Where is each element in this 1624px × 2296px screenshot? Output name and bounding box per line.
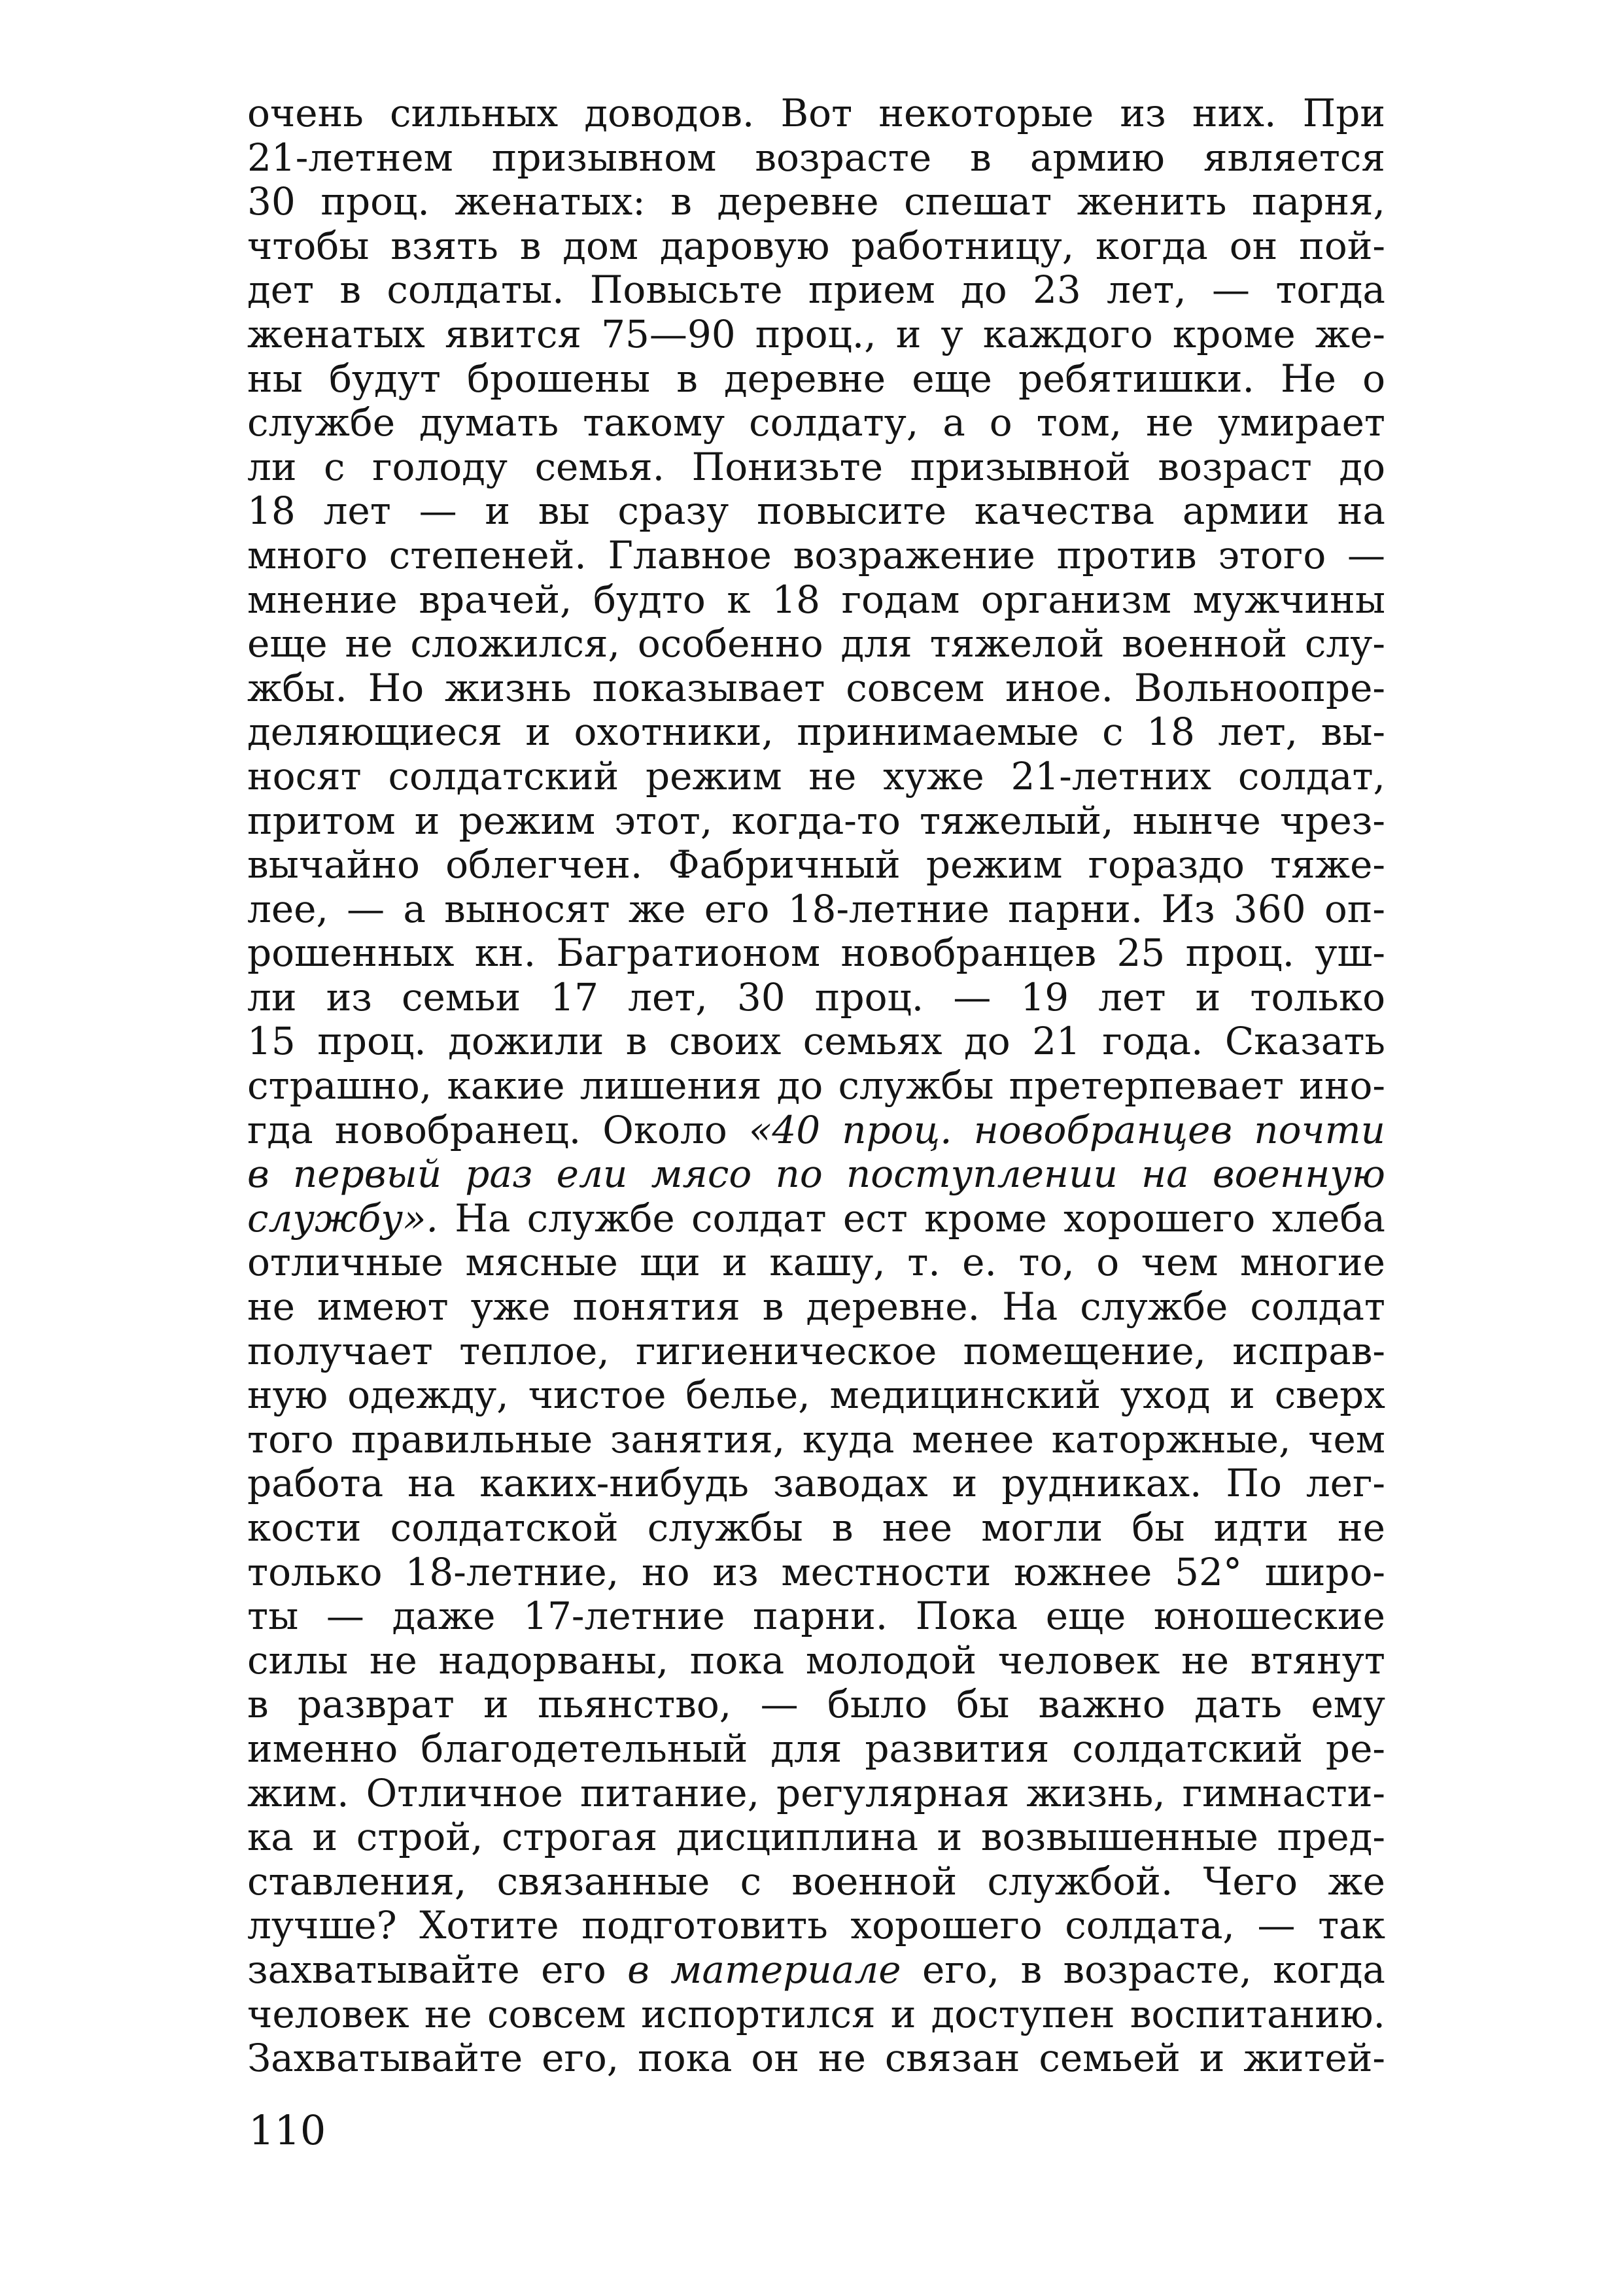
text-segment: ли из семьи 17 лет, 30 проц. — 19 лет и только bbox=[247, 974, 1385, 1019]
text-line bbox=[247, 976, 1385, 1020]
text-segment: работа на каких-нибудь заводах и рудниках. По лег- bbox=[247, 1461, 1385, 1506]
text-line bbox=[247, 1860, 1385, 1904]
text-segment: ную одежду, чистое белье, медицинский уход и сверх bbox=[247, 1373, 1385, 1418]
text-segment: 15 проц. дожили в своих семьях до 21 года. Сказать bbox=[247, 1019, 1385, 1064]
text-segment: ли с голоду семья. Понизьте призывной возраст до bbox=[247, 444, 1385, 489]
italic-text-segment: службу». bbox=[247, 1195, 438, 1241]
text-line bbox=[247, 1108, 1385, 1153]
text-segment: лее, — а выносят же его 18-летние парни. Из 360 оп- bbox=[247, 886, 1385, 931]
italic-text-segment: в первый раз ели мясо по поступлении на военную bbox=[247, 1152, 1385, 1197]
text-segment: жим. Отличное питание, регулярная жизнь, гимнасти- bbox=[247, 1770, 1385, 1815]
text-segment: ставления, связанные с военной службой. Чего же bbox=[247, 1859, 1385, 1904]
text-line bbox=[247, 710, 1385, 755]
text-segment: кости солдатской службы в нее могли бы идти не bbox=[247, 1505, 1385, 1550]
text-segment: захватывайте его bbox=[247, 1947, 628, 1992]
text-segment: гда новобранец. Около bbox=[247, 1107, 749, 1152]
text-segment: 18 лет — и вы сразу повысите качества армии на bbox=[247, 488, 1385, 534]
text-line bbox=[247, 1727, 1385, 1772]
text-line bbox=[247, 1683, 1385, 1727]
text-line bbox=[247, 1064, 1385, 1108]
text-line bbox=[247, 1197, 1385, 1241]
text-line bbox=[247, 445, 1385, 490]
text-segment: лучше? Хотите подготовить хорошего солдата, — так bbox=[247, 1903, 1385, 1948]
text-segment: службе думать такому солдату, а о том, не умирает bbox=[247, 400, 1385, 445]
text-segment: дет в солдаты. Повысьте прием до 23 лет, — тогда bbox=[247, 267, 1385, 313]
text-line bbox=[247, 666, 1385, 711]
text-line bbox=[247, 92, 1385, 136]
text-segment: ты — даже 17-летние парни. Пока еще юношеские bbox=[247, 1594, 1385, 1639]
page-number: 110 bbox=[249, 2106, 326, 2154]
text-line bbox=[247, 1462, 1385, 1506]
text-segment: Захватывайте его, пока он не связан семьей и житей- bbox=[247, 2036, 1385, 2081]
text-segment: носят солдатский режим не хуже 21-летних солдат, bbox=[247, 753, 1385, 798]
text-line bbox=[247, 401, 1385, 445]
text-line bbox=[247, 1285, 1385, 1329]
text-segment: мнение врачей, будто к 18 годам организм мужчины bbox=[247, 577, 1385, 622]
text-line bbox=[247, 1772, 1385, 1816]
text-line bbox=[247, 1948, 1385, 1993]
text-line bbox=[247, 887, 1385, 932]
text-line bbox=[247, 1241, 1385, 1285]
text-segment: страшно, какие лишения до службы претерпевает ино- bbox=[247, 1063, 1385, 1108]
text-segment: отличные мясные щи и кашу, т. е. то, о чем многие bbox=[247, 1240, 1385, 1285]
text-segment: именно благодетельный для развития солдатский ре- bbox=[247, 1726, 1385, 1771]
text-segment: очень сильных доводов. Вот некоторые из них. При bbox=[247, 91, 1385, 135]
text-line bbox=[247, 1418, 1385, 1462]
text-segment: рошенных кн. Багратионом новобранцев 25 проц. уш- bbox=[247, 931, 1385, 976]
text-line bbox=[247, 357, 1385, 402]
italic-text-segment: «40 проц. новобранцев почти bbox=[748, 1107, 1385, 1152]
text-segment: женатых явится 75—90 проц., и у каждого кроме же- bbox=[247, 311, 1385, 356]
text-segment: в разврат и пьянство, — было бы важно дать ему bbox=[247, 1682, 1385, 1727]
text-segment: еще не сложился, особенно для тяжелой военной слу- bbox=[247, 621, 1385, 666]
text-line bbox=[247, 1019, 1385, 1064]
text-segment: вычайно облегчен. Фабричный режим гораздо тяже- bbox=[247, 842, 1385, 887]
text-line bbox=[247, 489, 1385, 534]
text-segment: жбы. Но жизнь показывает совсем иное. Вольноопре- bbox=[247, 665, 1385, 710]
text-segment: На службе солдат ест кроме хорошего хлеба bbox=[438, 1195, 1385, 1241]
text-line bbox=[247, 1152, 1385, 1197]
text-line bbox=[247, 136, 1385, 180]
text-line bbox=[247, 1594, 1385, 1639]
text-segment: 21-летнем призывном возрасте в армию является bbox=[247, 135, 1385, 180]
text-line bbox=[247, 1329, 1385, 1374]
text-segment: чтобы взять в дом даровую работницу, когда он пой- bbox=[247, 223, 1385, 268]
text-line bbox=[247, 578, 1385, 623]
text-segment: получает теплое, гигиеническое помещение, исправ- bbox=[247, 1328, 1385, 1373]
text-line bbox=[247, 799, 1385, 844]
text-segment: много степеней. Главное возражение против этого — bbox=[247, 532, 1385, 577]
text-segment: его, в возрасте, когда bbox=[901, 1947, 1386, 1992]
text-segment: не имеют уже понятия в деревне. На службе солдат bbox=[247, 1284, 1385, 1329]
text-line bbox=[247, 1506, 1385, 1551]
italic-text-segment: в материале bbox=[627, 1947, 901, 1992]
text-line bbox=[247, 1551, 1385, 1595]
text-line bbox=[247, 268, 1385, 313]
text-line bbox=[247, 931, 1385, 976]
text-line bbox=[247, 843, 1385, 887]
text-segment: только 18-летние, но из местности южнее 52° широ- bbox=[247, 1549, 1385, 1594]
text-line bbox=[247, 313, 1385, 357]
text-line bbox=[247, 1993, 1385, 2037]
text-segment: человек не совсем испортился и доступен воспитанию. bbox=[247, 1991, 1385, 2036]
text-line bbox=[247, 1904, 1385, 1948]
body-text bbox=[247, 92, 1385, 2081]
text-segment: того правильные занятия, куда менее каторжные, чем bbox=[247, 1416, 1385, 1462]
text-line bbox=[247, 755, 1385, 799]
text-line bbox=[247, 224, 1385, 269]
text-segment: ка и строй, строгая дисциплина и возвышенные пред- bbox=[247, 1815, 1385, 1860]
text-line bbox=[247, 1639, 1385, 1683]
text-segment: деляющиеся и охотники, принимаемые с 18 лет, вы- bbox=[247, 710, 1385, 755]
text-segment: силы не надорваны, пока молодой человек не втянут bbox=[247, 1637, 1385, 1683]
text-line bbox=[247, 534, 1385, 578]
text-line bbox=[247, 180, 1385, 224]
text-line bbox=[247, 622, 1385, 666]
text-segment: ны будут брошены в деревне еще ребятишки. Не о bbox=[247, 356, 1385, 401]
text-line bbox=[247, 2036, 1385, 2081]
text-segment: притом и режим этот, когда-то тяжелый, нынче чрез- bbox=[247, 798, 1385, 843]
text-line bbox=[247, 1815, 1385, 1860]
text-segment: 30 проц. женатых: в деревне спешат женить парня, bbox=[247, 179, 1385, 224]
text-line bbox=[247, 1373, 1385, 1418]
